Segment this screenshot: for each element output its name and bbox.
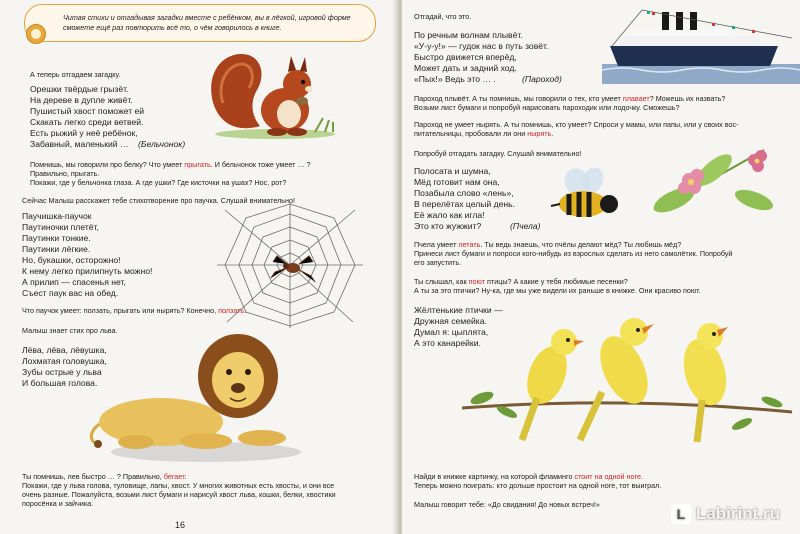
poem-line: Полосата и шумна,	[414, 166, 491, 176]
poem-line: Пушистый хвост поможет ей	[30, 106, 145, 116]
poem-line: «У-у-у!» — гудок нас в путь зовёт.	[414, 41, 549, 51]
question-squirrel-2: Правильно, прыгать.	[30, 169, 100, 178]
poem-line: В перелётах целый день.	[414, 199, 516, 209]
poem-line: А прилип — спасенья нет,	[22, 277, 126, 287]
lion-illustration	[86, 326, 301, 464]
poem-line: Это кто жужжит?	[414, 221, 482, 231]
riddle-answer: (Пароход)	[522, 74, 562, 84]
canaries-illustration	[452, 300, 797, 450]
question-bee: Пчела умеет летать. Ты ведь знаешь, что пчёлы делают мёд? Ты любишь мёд?	[414, 240, 682, 249]
poem-line: Думал я: цыплята,	[414, 327, 489, 337]
poem-line: Орешки твёрдые грызёт.	[30, 84, 129, 94]
question-spider: Что паучок умеет: ползать, прыгать или нырять? Конечно, ползать.	[22, 306, 247, 315]
question-lion: Ты помнишь, лев быстро … ? Правильно, бегает.	[22, 472, 187, 481]
question-dive-2: питательницы, пробовали ли они нырять.	[414, 129, 554, 138]
poem-line: Дружная семейка.	[414, 316, 487, 326]
poem-line: Но, букашки, осторожно!	[22, 255, 121, 265]
poem-line: Паутинки тонкие.	[22, 233, 91, 243]
poem-line: Паутиночки плетёт,	[22, 222, 99, 232]
question-lion-4: поросёнка и зайчика.	[22, 499, 94, 508]
poem-line: Быстро движется вперёд,	[414, 52, 517, 62]
poem-line: Лохматая головушка,	[22, 356, 107, 366]
intro-frame	[24, 4, 376, 42]
poem-line: Забавный, маленький …	[30, 139, 129, 149]
goodbye-text: Малыш говорит тебе: «До свидания! До новых встреч!»	[414, 500, 600, 509]
poem-line: Жёлтенькие птички —	[414, 305, 503, 315]
question-steamer-2: Возьми лист бумаги и попробуй нарисовать пароходик или лодочку. Сможешь?	[414, 103, 680, 112]
poem-line: Её жало как игла!	[414, 210, 485, 220]
question-steamer: Пароход плывёт. А ты помнишь, мы говорили о тех, кто умеет плавает? Можешь их назвать?	[414, 94, 726, 103]
lion-intro: Малыш знает стих про льва.	[22, 326, 118, 335]
poem-line: А это канарейки.	[414, 338, 481, 348]
poem-line: Паутинки лёгкие.	[22, 244, 91, 254]
bee-intro: Попробуй отгадать загадку. Слушай внимательно!	[414, 149, 582, 158]
poem-line: Лёва, лёва, лёвушка,	[22, 345, 107, 355]
poem-line: К нему легко прилипнуть можно!	[22, 266, 153, 276]
flower-illustration	[634, 130, 794, 230]
bee-illustration	[547, 168, 627, 228]
poem-line: Есть рыжий у неё ребёнок,	[30, 128, 138, 138]
question-bee-2: Принеси лист бумаги и попроси кого-нибудь из взрослых сделать из него самолётик. Попробуй	[414, 249, 733, 258]
spider-intro: Сейчас Малыш расскажет тебе стихотворение про паучка. Слушай внимательно!	[22, 196, 296, 205]
riddle-answer: (Пчела)	[510, 221, 541, 231]
poem-line: Съест паук вас на обед.	[22, 288, 119, 298]
question-squirrel-3: Покажи, где у бельчонка глаза. А где ушки? Где кисточки на ушах? Нос, рот?	[30, 178, 287, 187]
question-birds: Ты слышал, как поют птицы? А какие у тебя любимые песенки?	[414, 277, 628, 286]
question-flamingo-2: Теперь можно поиграть: кто дольше простоит на одной ноге, тот выиграл.	[414, 481, 662, 490]
squirrel-intro: А теперь отгадаем загадку.	[30, 70, 121, 79]
badge-icon	[26, 24, 46, 44]
intro-line-1: Читая стихи и отгадывая загадки вместе с ребёнком, вы в лёгкой, игровой форме	[63, 13, 351, 22]
poem-line: Позабыла слово «лень»,	[414, 188, 514, 198]
poem-line: Паучишка-паучок	[22, 211, 92, 221]
poem-line: Мёд готовит нам она,	[414, 177, 500, 187]
guess-intro: Отгадай, что это.	[414, 12, 472, 21]
labirint-logo-icon: L	[671, 504, 691, 524]
question-birds-2: А ты за это птички? Ну-ка, где мы уже видели их раньше в книжке. Они красиво поют.	[414, 286, 701, 295]
question-lion-3: очень разные. Пожалуйста, возьми лист бумаги и нарисуй хвост льва, кошки, белки, хвостики	[22, 490, 336, 499]
poem-line: Зубы острые у льва	[22, 367, 102, 377]
poem-line: «Пых!» Ведь это … .	[414, 74, 496, 84]
question-lion-2: Покажи, где у льва голова, туловище, лапы, хвост. У многих животных есть хвосты, и они все	[22, 481, 335, 490]
question-flamingo: Найди в книжке картинку, на которой фламинго стоит на одной ноге.	[414, 472, 643, 481]
riddle-answer: (Бельчонок)	[138, 139, 186, 149]
labirint-watermark	[671, 504, 780, 524]
poem-line: На дереве в дупле живёт.	[30, 95, 133, 105]
watermark-text: Labirint.ru	[695, 504, 780, 523]
question-bee-3: его запустить.	[414, 258, 462, 267]
squirrel-illustration	[205, 48, 345, 140]
poem-line: По речным волнам плывёт.	[414, 30, 523, 40]
poem-line: Скакать легко среди ветвей.	[30, 117, 144, 127]
question-squirrel: Помнишь, мы говорили про белку? Что умеет прыгать. И бельчонок тоже умеет … ?	[30, 160, 311, 169]
right-page	[402, 0, 800, 534]
steamboat-illustration	[602, 8, 800, 84]
page-number: 16	[175, 520, 186, 530]
left-page	[0, 0, 398, 534]
poem-line: Может дать и задний ход.	[414, 63, 517, 73]
intro-line-2: сможете ещё раз повторить всё то, о чём говорилось в книге.	[63, 23, 282, 32]
poem-line: И большая голова.	[22, 378, 98, 388]
question-dive-1: Пароход не умеет нырять. А ты помнишь, кто умеет? Спроси у мамы, или папы, или у своих вос-	[414, 120, 739, 129]
